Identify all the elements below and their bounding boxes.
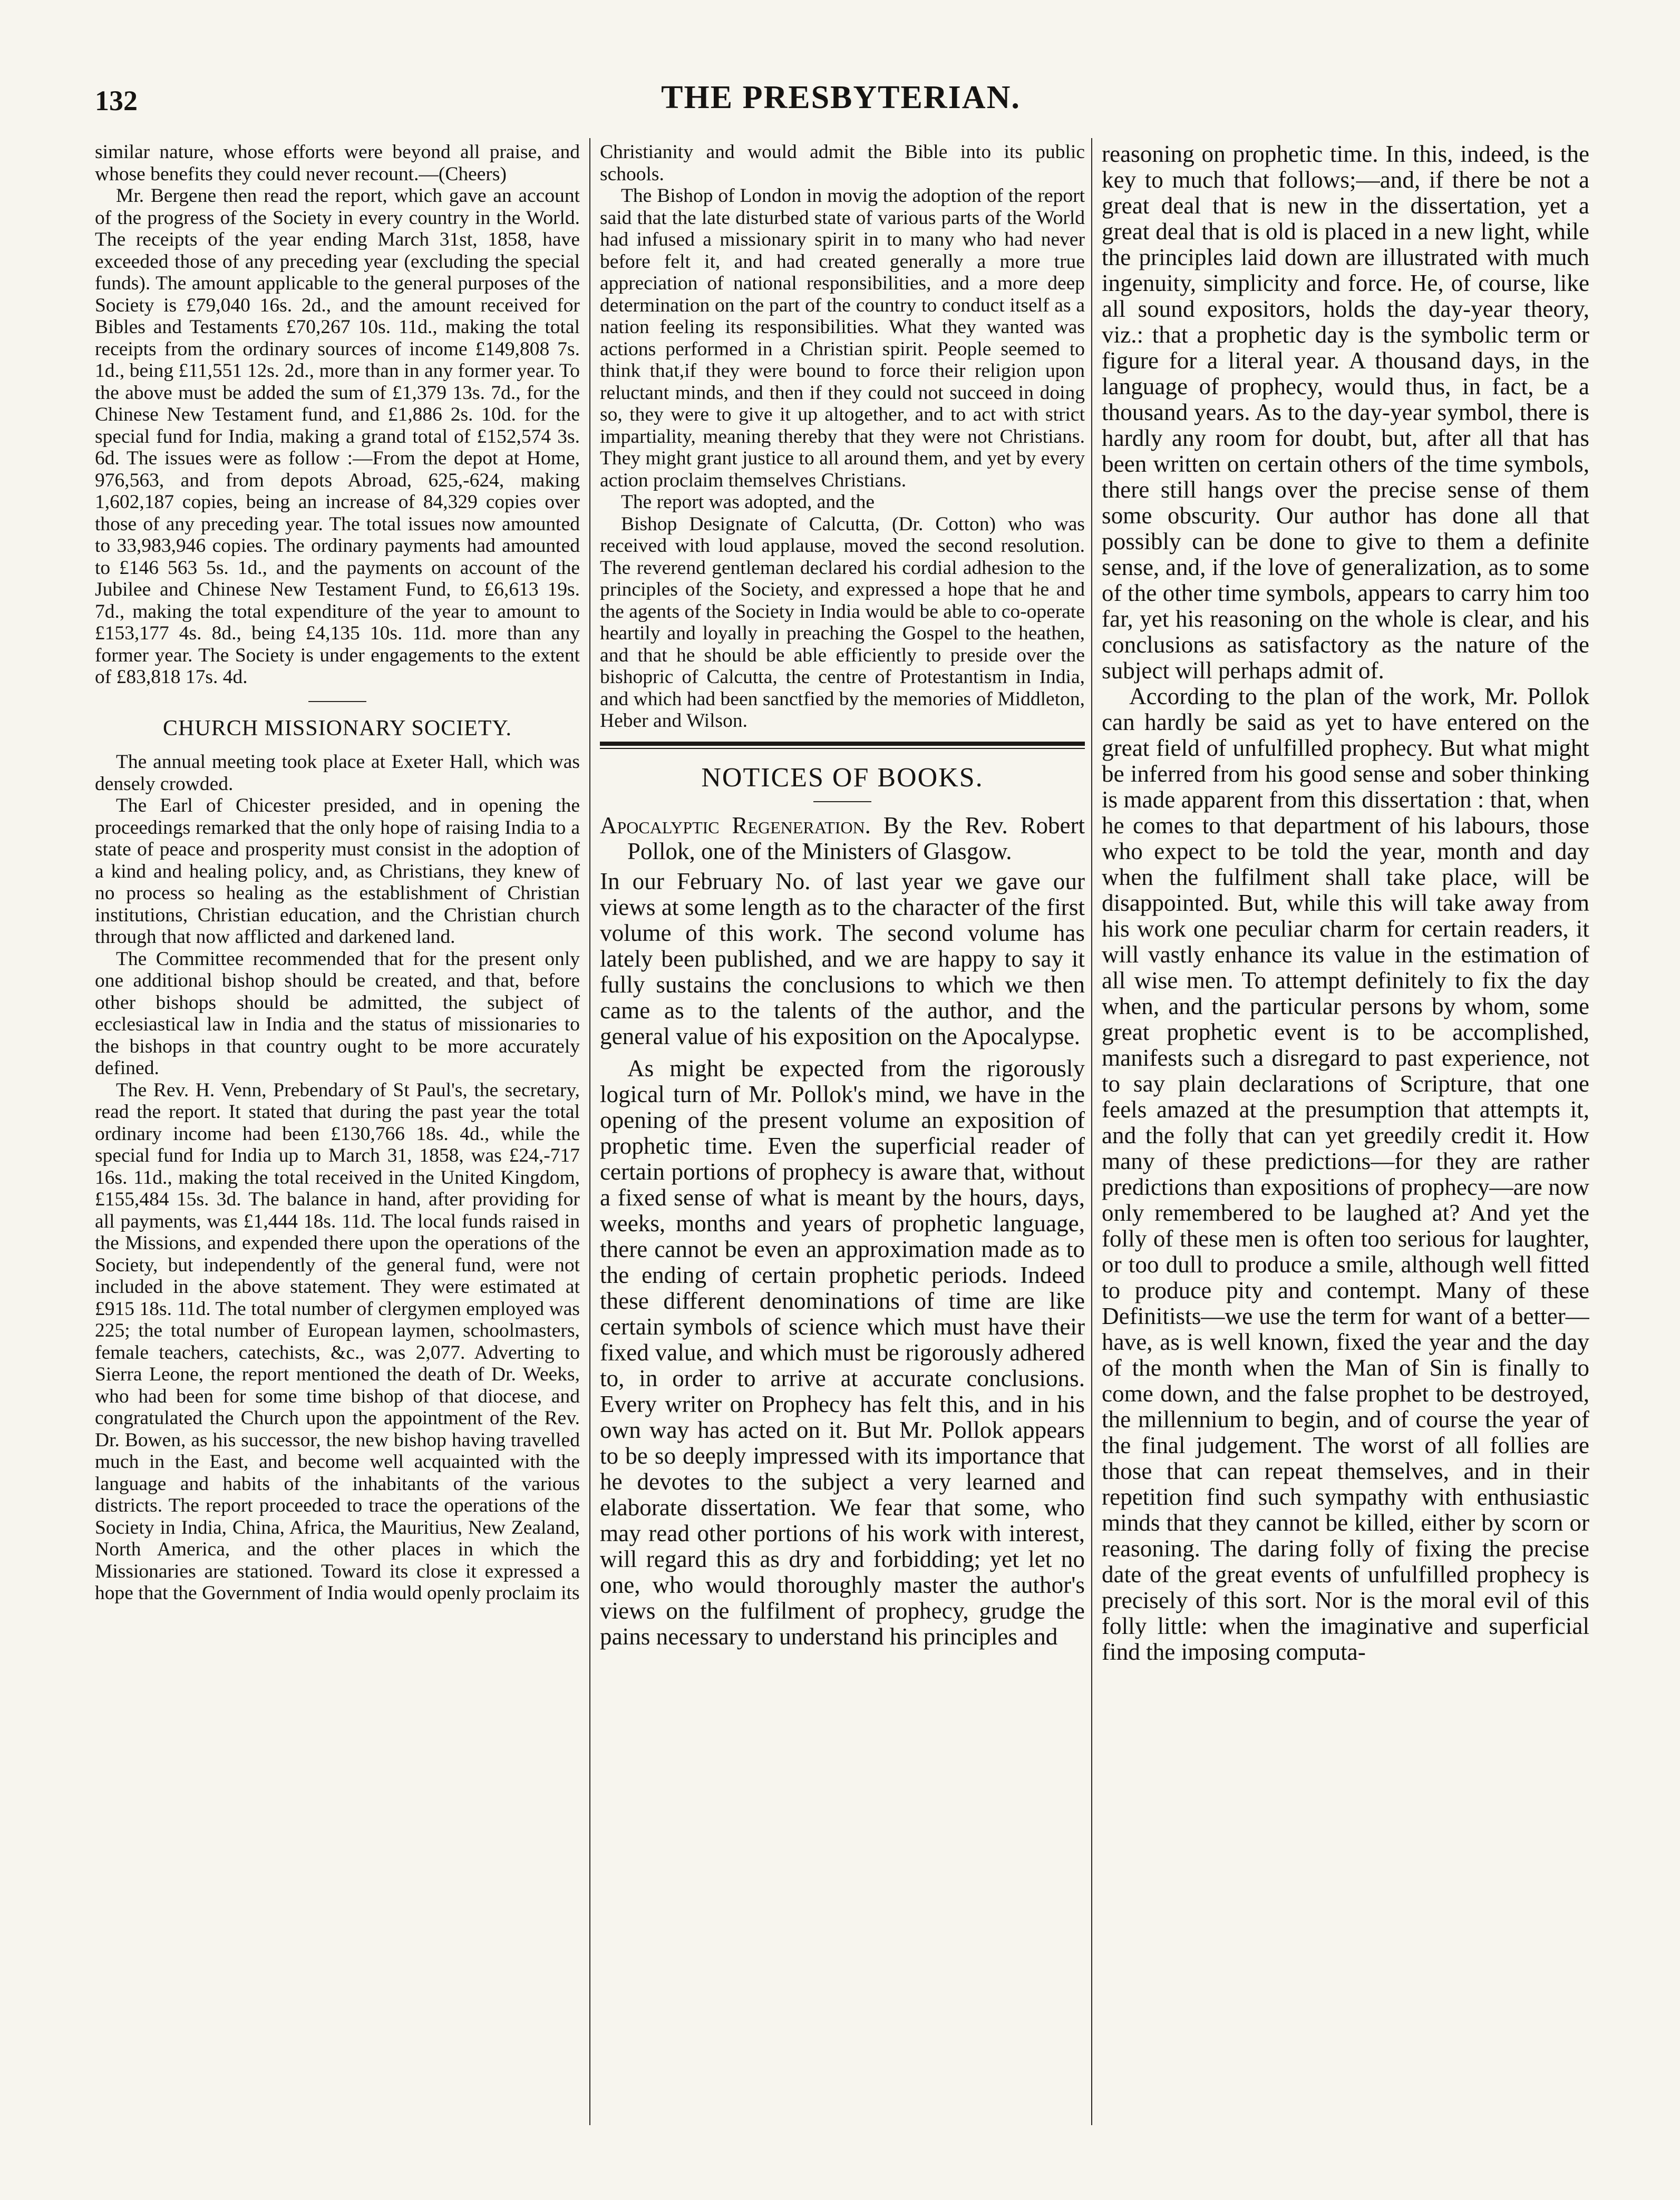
heading-rule: [813, 801, 871, 802]
book-title: Apocalyptic Regeneration.: [600, 812, 871, 839]
paragraph: As might be expected from the rigorously logical turn of Mr. Pollok's mind, we have in the opening of the present volume an exposition of prophetic time. Even the superficial reader of certain portions of prophecy is aware that, without a fixed sense of what is meant by the hours, days, weeks, months and years of prophetic language, there cannot be even an approximation made as to the ending of certain prophetic periods. Indeed these different denominations of time are like certain symbols of science which must have their fixed value, and which must be rigorously adhered to, in order to arrive at accurate conclusions. Every writer on Prophecy has felt this, and in his own way has acted on it. But Mr. Pollok appears to be so deeply impressed with its importance that he devotes to the subject a very learned and elaborate dissertation. We fear that some, who may read other portions of his work with interest, will regard this as dry and forbidding; yet let no one, who would thoroughly master the author's views on the fulfilment of prophecy, grudge the pains necessary to understand his principles and: [600, 1055, 1085, 1650]
column-2: [600, 141, 1085, 2123]
paragraph: According to the plan of the work, Mr. Pollok can hardly be said as yet to have entered on the great field of unfulfilled prophecy. But what might be inferred from his good sense and sober thinking is made apparent from this dissertation : that, when he comes to that department of his labours, those who expect to be told the year, month and day when the fulfilment shall take place, will be disappointed. But, while this will take away from his work one peculiar charm for certain readers, it will vastly enhance its value in the estimation of all wise men. To attempt definitely to fix the day when, and the particular persons by whom, some great prophetic event is to be accomplished, manifests such a disregard to past experience, not to say plain declarations of Scripture, that one feels amazed at the presumption that attempts it, and the folly that can yet greedily credit it. How many of these predictions—for they are rather predictions than expositions of prophecy—are now only remembered to be laughed at? And yet the folly of these men is often too serious for laughter, or too dull to produce a smile, although well fitted to produce pity and contempt. Many of these Definitists—we use the term for want of a better—have, as is well known, fixed the year and the day of the month when the Man of Sin is finally to come down, and the false prophet to be destroyed, the millennium to begin, and of course the year of the final judgement. The worst of all follies are those that can repeat themselves, and in their repetition find such sympathy with enthusiastic minds that they cannot be killed, either by scorn or reasoning. The daring folly of fixing the precise date of the great events of unfulfilled prophecy is precisely of this sort. Nor is the moral evil of this folly little: when the imaginative and superficial find the imposing computa-: [1102, 683, 1589, 1665]
page-header: [95, 79, 1587, 126]
paragraph: The report was adopted, and the: [621, 491, 875, 513]
paragraph: Mr. Bergene then read the report, which gave an account of the progress of the Society in every country in the World. The receipts of the year ending March 31st, 1858, have exceeded those of any preceding year (excluding the special funds). The amount applicable to the general purposes of the Society is £79,040 16s. 2d., and the amount received for Bibles and Testaments £70,267 10s. 11d., making the total receipts from the ordinary sources of income £149,808 7s. 1d., being £11,551 12s. 2d., more than in any former year. To the above must be added the sum of £1,379 13s. 7d., for the Chinese New Testament fund, and £1,886 2s. 10d. for the special fund for India, making a grand total of £152,574 3s. 6d. The issues were as follow :—From the depot at Home, 976,563, and from depots Abroad, 625,-624, making 1,602,187 copies, being an increase of 84,329 copies over those of any preceding year. The total issues now amounted to 33,983,946 copies. The ordinary payments had amounted to £146 563 5s. 1d., and the payments on account of the Jubilee and Chinese New Testament Fund, to £6,613 19s. 7d., making the total expenditure of the year to amount to £153,177 4s. 8d., being £4,135 10s. 11d. more than any former year. The Society is under engagements to the extent of £83,818 17s. 4d.: [95, 185, 580, 688]
paragraph: The Earl of Chicester presided, and in opening the proceedings remarked that the only hope of raising India to a state of peace and prosperity must consist in the adoption of a kind and healing policy, and, as Christians, they knew of no process so healing as the establishment of Christian institutions, Christian education, and the Christian church through that now afflicted and darkened land.: [95, 795, 580, 948]
book-byline: By the Rev. Robert Pollok, one of the Ministers of Glasgow.: [627, 812, 1085, 864]
section-heading: CHURCH MISSIONARY SOCIETY.: [163, 716, 512, 741]
notices-heading: NOTICES OF BOOKS.: [701, 762, 984, 793]
paragraph: The annual meeting took place at Exeter Hall, which was densely crowded.: [95, 751, 580, 795]
page-number: 132: [95, 85, 138, 116]
paragraph: The Bishop of London in movig the adoption of the report said that the late disturbed state of various parts of the World had infused a missionary spirit in to many who had never before felt it, and had created generally a more true appreciation of national responsibilities, and a more deep determination on the part of the country to conduct itself as a nation feeling its responsibilities. What they wanted was actions performed in a Christian spirit. People seemed to think that,if they were bound to force their religion upon reluctant minds, and then if they could not succeed in doing so, they were to give it up altogether, and to act with strict impartiality, meaning thereby that they were not Christians. They might grant justice to all around them, and yet by every action proclaim themselves Christians.: [600, 185, 1085, 491]
paragraph: Bishop Designate of Calcutta, (Dr. Cotton) who was received with loud applause, moved the second resolution. The reverend gentleman declared his cordial adhesion to the principles of the Society, and expressed a hope that he and the agents of the Society in India would be able to co-operate heartily and loyally in preaching the Gospel to the heathen, and that he should be able efficiently to preside over the bishopric of Calcutta, the centre of Protestantism in India, and which had been sanctfied by the memories of Middleton, Heber and Wilson.: [600, 513, 1085, 732]
section-divider-thin: [600, 748, 1085, 749]
column-rule: [1091, 138, 1092, 2125]
paragraph: The Rev. H. Venn, Prebendary of St Paul's, the secretary, read the report. It stated that during the past year the total ordinary income had been £130,766 18s. 4d., while the special fund for India up to March 31, 1858, was £24,-717 16s. 11d., making the total received in the United Kingdom, £155,484 15s. 3d. The balance in hand, after providing for all payments, was £1,444 18s. 11d. The local funds raised in the Missions, and expended there upon the operations of the Society, but independently of the general fund, were not included in the above statement. They were estimated at £915 18s. 11d. The total number of clergymen employed was 225; the total number of European laymen, schoolmasters, female teachers, catechists, &c., was 2,077. Adverting to Sierra Leone, the report mentioned the death of Dr. Weeks, who had been for some time bishop of that diocese, and congratulated the Church upon the appointment of the Rev. Dr. Bowen, as his successor, the new bishop having travelled much in the East, and become well acquainted with the language and habits of the inhabitants of the various districts. The report proceeded to trace the operations of the Society in India, China, Africa, the Mauritius, New Zealand, North America, and the other places in which the Missionaries are stationed. Toward its close it expressed a hope that the Government of India would openly proclaim its: [95, 1079, 580, 1604]
column-3: [1102, 141, 1589, 2123]
section-divider: [308, 701, 366, 702]
paragraph: Christianity and would admit the Bible into its public schools.: [600, 141, 1085, 185]
column-rule: [589, 138, 590, 2125]
running-title: THE PRESBYTERIAN.: [661, 80, 1021, 115]
section-divider: [600, 742, 1085, 746]
paragraph: The Committee recommended that for the present only one additional bishop should be created, and that, before other bishops should be admitted, the subject of ecclesiastical law in India and the status of missionaries to the bishops in that country ought to be more accurately defined.: [95, 948, 580, 1079]
paragraph: similar nature, whose efforts were beyond all praise, and whose benefits they could never recount.—(Cheers): [95, 141, 580, 185]
paragraph: In our February No. of last year we gave our views at some length as to the character of the first volume of this work. The second volume has lately been published, and we are happy to say it fully sustains the conclusions to which we then came as to the talents of the author, and the general value of his exposition on the Apocalypse.: [600, 868, 1085, 1049]
paragraph: reasoning on prophetic time. In this, indeed, is the key to much that follows;—and, if there be not a great deal that is new in the dissertation, yet a great deal that is old is placed in a new light, while the principles laid down are illustrated with much ingenuity, simplicity and force. He, of course, like all sound expositors, holds the day-year theory, viz.: that a prophetic day is the symbolic term or figure for a literal year. A thousand days, in the language of prophecy, would thus, in fact, be a thousand years. As to the day-year symbol, there is hardly any room for doubt, but, after all that has been written on certain others of the time symbols, there still hangs over the precise sense of them some obscurity. Our author has done all that possibly can be done to give to them a definite sense, and, if the love of generalization, as to some of the other time symbols, appears to carry him too far, yet his reasoning on the whole is clear, and his conclusions as satisfactory as the nature of the subject will perhaps admit of.: [1102, 141, 1589, 684]
book-citation: [600, 813, 1085, 864]
column-1: [95, 141, 580, 2123]
